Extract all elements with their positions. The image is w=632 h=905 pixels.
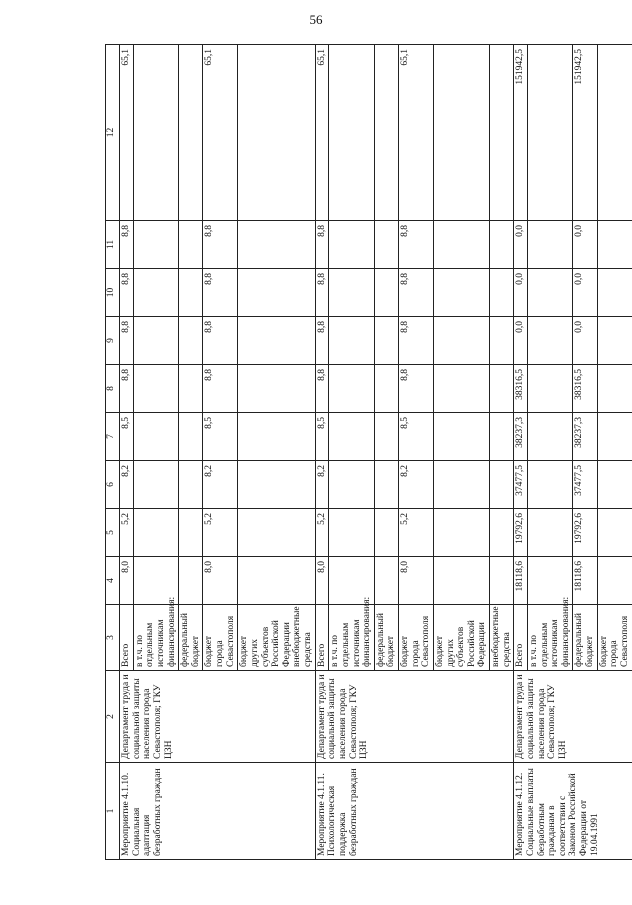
empty-cell bbox=[133, 509, 179, 557]
empty-cell bbox=[238, 413, 315, 461]
source-label-cell: бюджет города Севастополя bbox=[399, 605, 434, 671]
value-cell: 65,1 bbox=[399, 45, 434, 221]
measure-name-cell: Мероприятие 4.1.11. Психологическая поддержка безработных граждан bbox=[315, 763, 514, 860]
empty-cell bbox=[490, 269, 514, 317]
empty-cell bbox=[329, 365, 375, 413]
header-cell: 12 bbox=[106, 45, 120, 221]
empty-cell bbox=[329, 461, 375, 509]
value-cell: 8,8 bbox=[399, 269, 434, 317]
value-cell: 8,2 bbox=[315, 461, 329, 509]
empty-cell bbox=[374, 557, 398, 605]
empty-cell bbox=[374, 317, 398, 365]
empty-cell bbox=[374, 45, 398, 221]
value-cell: 37477,5 bbox=[573, 461, 597, 509]
value-cell: 65,1 bbox=[315, 45, 329, 221]
empty-cell bbox=[238, 317, 315, 365]
empty-cell bbox=[179, 365, 203, 413]
empty-cell bbox=[238, 221, 315, 269]
value-cell: 8,8 bbox=[120, 269, 134, 317]
rotated-table-wrapper bbox=[105, 45, 630, 860]
source-label-cell: Всего bbox=[315, 605, 329, 671]
executor-cell: Департамент труда и социальной защиты населения города Севастополя; ГКУ ЦЗН bbox=[514, 671, 632, 763]
value-cell: 19792,6 bbox=[514, 509, 528, 557]
header-cell: 1 bbox=[106, 763, 120, 860]
empty-cell bbox=[238, 45, 315, 221]
source-label-cell: федеральный бюджет bbox=[374, 605, 398, 671]
value-cell: 8,8 bbox=[315, 221, 329, 269]
header-cell: 7 bbox=[106, 413, 120, 461]
value-cell: 8,8 bbox=[120, 365, 134, 413]
empty-cell bbox=[179, 413, 203, 461]
header-cell: 11 bbox=[106, 221, 120, 269]
empty-cell bbox=[179, 509, 203, 557]
empty-cell bbox=[374, 221, 398, 269]
value-cell: 8,8 bbox=[399, 365, 434, 413]
empty-cell bbox=[179, 557, 203, 605]
rotated-table-area bbox=[105, 45, 630, 860]
empty-cell bbox=[179, 269, 203, 317]
value-cell: 8,2 bbox=[203, 461, 238, 509]
source-label-cell: Всего bbox=[514, 605, 528, 671]
empty-cell bbox=[527, 45, 573, 221]
value-cell: 18118,6 bbox=[573, 557, 597, 605]
executor-cell: Департамент труда и социальной защиты населения города Севастополя; ГКУ ЦЗН bbox=[315, 671, 514, 763]
empty-cell bbox=[490, 317, 514, 365]
empty-cell bbox=[133, 413, 179, 461]
empty-cell bbox=[238, 509, 315, 557]
empty-cell bbox=[433, 557, 489, 605]
value-cell: 8,0 bbox=[399, 557, 434, 605]
empty-cell bbox=[133, 461, 179, 509]
empty-cell bbox=[490, 509, 514, 557]
column-number-row bbox=[106, 45, 120, 860]
value-cell: 0,0 bbox=[573, 317, 597, 365]
empty-cell bbox=[133, 365, 179, 413]
empty-cell bbox=[490, 413, 514, 461]
source-label-cell: Всего bbox=[120, 605, 134, 671]
empty-cell bbox=[238, 365, 315, 413]
empty-cell bbox=[179, 461, 203, 509]
header-cell: 6 bbox=[106, 461, 120, 509]
source-label-cell: федеральный бюджет bbox=[179, 605, 203, 671]
value-cell: 8,8 bbox=[399, 221, 434, 269]
empty-cell bbox=[527, 461, 573, 509]
value-cell: 8,8 bbox=[120, 317, 134, 365]
empty-cell bbox=[329, 317, 375, 365]
header-cell: 3 bbox=[106, 605, 120, 671]
empty-cell bbox=[433, 413, 489, 461]
source-label-cell: в т.ч. по отдельным источникам финансирования: bbox=[133, 605, 179, 671]
page-number: 56 bbox=[309, 12, 323, 27]
value-cell: 8,8 bbox=[315, 317, 329, 365]
empty-cell bbox=[374, 509, 398, 557]
empty-cell bbox=[179, 317, 203, 365]
empty-cell bbox=[597, 509, 632, 557]
empty-cell bbox=[433, 317, 489, 365]
empty-cell bbox=[374, 461, 398, 509]
table-row bbox=[514, 45, 528, 860]
value-cell: 38316,5 bbox=[573, 365, 597, 413]
financing-table bbox=[105, 44, 632, 860]
value-cell: 8,8 bbox=[203, 317, 238, 365]
empty-cell bbox=[133, 221, 179, 269]
value-cell: 65,1 bbox=[120, 45, 134, 221]
empty-cell bbox=[133, 317, 179, 365]
empty-cell bbox=[133, 269, 179, 317]
value-cell: 8,0 bbox=[315, 557, 329, 605]
value-cell: 8,0 bbox=[203, 557, 238, 605]
value-cell: 8,2 bbox=[120, 461, 134, 509]
source-label-cell: бюджет города Севастополя bbox=[203, 605, 238, 671]
empty-cell bbox=[490, 461, 514, 509]
empty-cell bbox=[527, 509, 573, 557]
empty-cell bbox=[490, 365, 514, 413]
empty-cell bbox=[433, 269, 489, 317]
empty-cell bbox=[527, 269, 573, 317]
value-cell: 8,2 bbox=[399, 461, 434, 509]
value-cell: 8,8 bbox=[399, 317, 434, 365]
value-cell: 8,8 bbox=[315, 365, 329, 413]
value-cell: 8,8 bbox=[203, 221, 238, 269]
value-cell: 8,5 bbox=[399, 413, 434, 461]
value-cell: 8,5 bbox=[203, 413, 238, 461]
empty-cell bbox=[597, 413, 632, 461]
empty-cell bbox=[597, 221, 632, 269]
empty-cell bbox=[329, 269, 375, 317]
value-cell: 0,0 bbox=[514, 269, 528, 317]
empty-cell bbox=[433, 461, 489, 509]
empty-cell bbox=[238, 557, 315, 605]
value-cell: 0,0 bbox=[573, 221, 597, 269]
empty-cell bbox=[597, 269, 632, 317]
source-label-cell: бюджет города Севастополя bbox=[597, 605, 632, 671]
header-cell: 4 bbox=[106, 557, 120, 605]
value-cell: 5,2 bbox=[203, 509, 238, 557]
empty-cell bbox=[329, 221, 375, 269]
source-label-cell: в т.ч. по отдельным источникам финансирования: bbox=[329, 605, 375, 671]
value-cell: 18118,6 bbox=[514, 557, 528, 605]
empty-cell bbox=[490, 557, 514, 605]
header-cell: 9 bbox=[106, 317, 120, 365]
empty-cell bbox=[527, 317, 573, 365]
empty-cell bbox=[527, 413, 573, 461]
empty-cell bbox=[433, 509, 489, 557]
empty-cell bbox=[527, 221, 573, 269]
empty-cell bbox=[490, 45, 514, 221]
executor-cell: Департамент труда и социальной защиты населения города Севастополя; ГКУ ЦЗН bbox=[120, 671, 316, 763]
empty-cell bbox=[597, 461, 632, 509]
value-cell: 8,5 bbox=[120, 413, 134, 461]
value-cell: 38237,3 bbox=[573, 413, 597, 461]
header-cell: 8 bbox=[106, 365, 120, 413]
empty-cell bbox=[597, 45, 632, 221]
value-cell: 8,0 bbox=[120, 557, 134, 605]
value-cell: 5,2 bbox=[399, 509, 434, 557]
empty-cell bbox=[597, 557, 632, 605]
measure-name-cell: Мероприятие 4.1.10. Социальная адаптация безработных граждан bbox=[120, 763, 316, 860]
value-cell: 19792,6 bbox=[573, 509, 597, 557]
source-label-cell: в т.ч. по отдельным источникам финансирования: bbox=[527, 605, 573, 671]
empty-cell bbox=[527, 365, 573, 413]
empty-cell bbox=[133, 45, 179, 221]
empty-cell bbox=[179, 45, 203, 221]
source-label-cell: бюджет других субъектов Российской Федерации bbox=[433, 605, 489, 671]
value-cell: 8,8 bbox=[315, 269, 329, 317]
measure-name-cell: Мероприятие 4.1.12. Социальные выплаты безработным гражданам в соответствии с Законом Российской Федерации от 19.04.1991 bbox=[514, 763, 632, 860]
source-label-cell: внебюджетные средства bbox=[490, 605, 514, 671]
empty-cell bbox=[433, 45, 489, 221]
empty-cell bbox=[238, 461, 315, 509]
empty-cell bbox=[374, 413, 398, 461]
header-cell: 2 bbox=[106, 671, 120, 763]
empty-cell bbox=[238, 269, 315, 317]
value-cell: 0,0 bbox=[514, 221, 528, 269]
empty-cell bbox=[597, 317, 632, 365]
empty-cell bbox=[374, 365, 398, 413]
empty-cell bbox=[329, 45, 375, 221]
value-cell: 151942,5 bbox=[514, 45, 528, 221]
value-cell: 0,0 bbox=[573, 269, 597, 317]
table-row bbox=[120, 45, 134, 860]
table-row bbox=[315, 45, 329, 860]
value-cell: 38237,3 bbox=[514, 413, 528, 461]
value-cell: 8,5 bbox=[315, 413, 329, 461]
value-cell: 8,8 bbox=[203, 365, 238, 413]
source-extra: внебюджетные средства bbox=[292, 606, 313, 667]
header-cell: 10 bbox=[106, 269, 120, 317]
empty-cell bbox=[329, 509, 375, 557]
value-cell: 151942,5 bbox=[573, 45, 597, 221]
empty-cell bbox=[329, 413, 375, 461]
value-cell: 0,0 bbox=[514, 317, 528, 365]
empty-cell bbox=[433, 221, 489, 269]
value-cell: 5,2 bbox=[315, 509, 329, 557]
source-label-cell: федеральный бюджет bbox=[573, 605, 597, 671]
source-other: бюджет других субъектов Российской Федерации bbox=[239, 620, 292, 667]
empty-cell bbox=[597, 365, 632, 413]
empty-cell bbox=[374, 269, 398, 317]
header-cell: 5 bbox=[106, 509, 120, 557]
empty-cell bbox=[490, 221, 514, 269]
empty-cell bbox=[179, 221, 203, 269]
value-cell: 38316,5 bbox=[514, 365, 528, 413]
empty-cell bbox=[433, 365, 489, 413]
value-cell: 65,1 bbox=[203, 45, 238, 221]
value-cell: 8,8 bbox=[120, 221, 134, 269]
value-cell: 5,2 bbox=[120, 509, 134, 557]
value-cell: 37477,5 bbox=[514, 461, 528, 509]
value-cell: 8,8 bbox=[203, 269, 238, 317]
source-label-cell bbox=[238, 605, 315, 671]
